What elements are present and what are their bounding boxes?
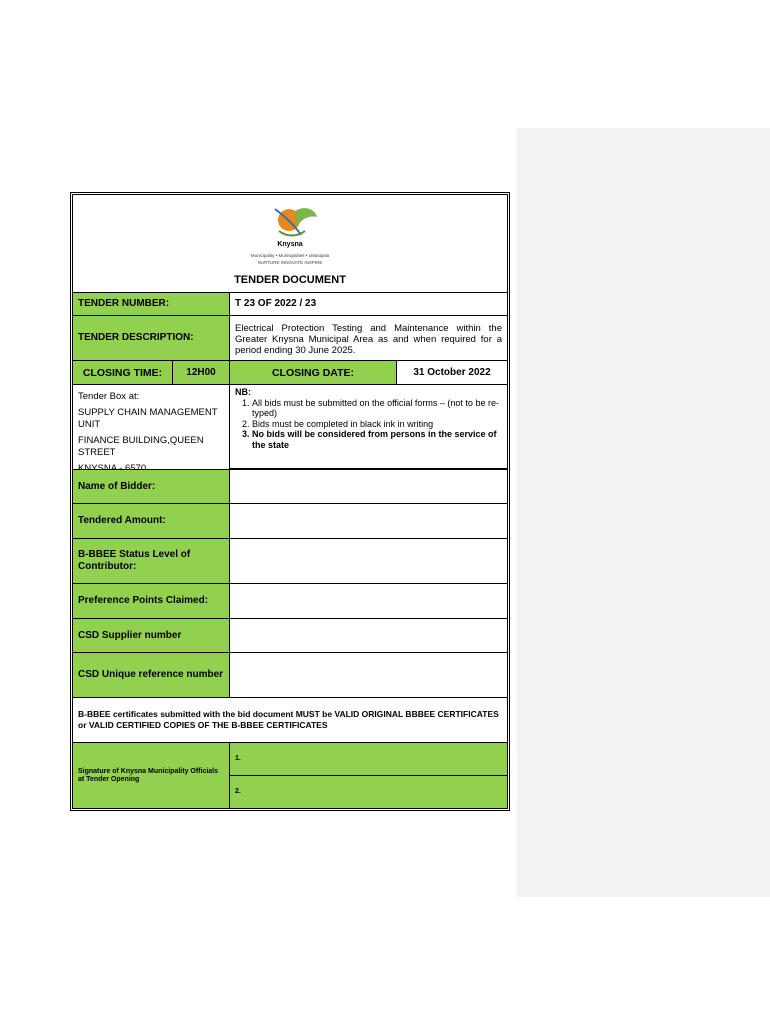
signature-line-1[interactable]: 1. xyxy=(230,743,507,776)
tender-box-line2: FINANCE BUILDING,QUEEN STREET xyxy=(78,435,204,458)
closing-date-value: 31 October 2022 xyxy=(397,361,507,385)
logo-name: Knysna xyxy=(277,241,303,248)
closing-time-value: 12H00 xyxy=(173,361,230,385)
bbbee-notice: B-BBEE certificates submitted with the bid document MUST be VALID ORIGINAL BBBEE CERTIFICATES or VALID CERTIFIED COPIES OF THE B-BBEE CERTIFICATES xyxy=(73,698,507,743)
tender-description-label: TENDER DESCRIPTION: xyxy=(73,316,230,361)
knysna-logo-icon xyxy=(261,201,319,241)
tender-form xyxy=(70,192,510,811)
note-item: 2. Bids must be completed in black ink in writing xyxy=(252,419,502,430)
document-title: TENDER DOCUMENT xyxy=(234,274,346,286)
csd-unique-reference-label: CSD Unique reference number xyxy=(73,653,230,698)
bbbee-status-field[interactable] xyxy=(230,539,507,584)
logo-subtitle: Municipality • Munisipaliteit • uMasipala xyxy=(250,253,330,258)
tendered-amount-field[interactable] xyxy=(230,504,507,539)
comment-margin-panel xyxy=(517,128,770,897)
tender-number-label: TENDER NUMBER: xyxy=(73,293,230,316)
name-of-bidder-field[interactable] xyxy=(230,469,507,504)
closing-time-label: CLOSING TIME: xyxy=(73,361,173,385)
tender-box-line1: SUPPLY CHAIN MANAGEMENT UNIT xyxy=(78,407,218,430)
signature-label: Signature of Knysna Municipality Officials at Tender Opening xyxy=(73,743,230,808)
bbbee-status-label: B-BBEE Status Level of Contributor: xyxy=(73,539,230,584)
tender-number-value: T 23 OF 2022 / 23 xyxy=(230,293,507,316)
closing-date-label: CLOSING DATE: xyxy=(230,361,397,385)
notes-list xyxy=(235,398,502,451)
tender-box-heading: Tender Box at: xyxy=(78,391,140,402)
preference-points-field[interactable] xyxy=(230,584,507,619)
preference-points-label: Preference Points Claimed: xyxy=(73,584,230,619)
csd-unique-reference-field[interactable] xyxy=(230,653,507,698)
notes-heading: NB: xyxy=(235,387,251,397)
logo-tagline: NURTURE INNOVATE INSPIRE xyxy=(257,260,323,265)
notes-box xyxy=(230,385,507,469)
name-of-bidder-label: Name of Bidder: xyxy=(73,469,230,504)
note-item: 3. No bids will be considered from persons in the service of the state xyxy=(252,429,502,450)
tendered-amount-label: Tendered Amount: xyxy=(73,504,230,539)
note-item: 1. All bids must be submitted on the official forms – (not to be re-typed) xyxy=(252,398,502,419)
header-logo-area xyxy=(73,195,507,293)
tender-description-value: Electrical Protection Testing and Maintenance within the Greater Knysna Municipal Area as and when required for a period ending 30 June 2025. xyxy=(230,316,507,361)
tender-box-address xyxy=(73,385,230,469)
csd-supplier-number-label: CSD Supplier number xyxy=(73,619,230,653)
signature-line-2[interactable]: 2. xyxy=(230,776,507,808)
csd-supplier-number-field[interactable] xyxy=(230,619,507,653)
